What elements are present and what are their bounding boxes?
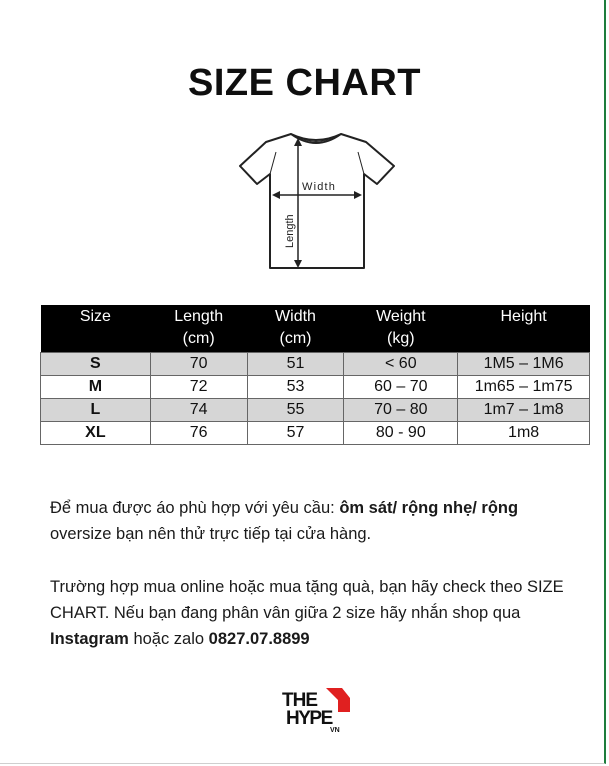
cell-size: M [41, 376, 151, 399]
logo-text-suffix: VN [330, 727, 340, 734]
header-size: Size [41, 305, 151, 353]
cell-width: 55 [247, 399, 344, 422]
cell-width: 51 [247, 353, 344, 376]
contact-paragraph: Trường hợp mua online hoặc mua tặng quà, bạn hãy check theo SIZE CHART. Nếu bạn đang phân vân giữa 2 size hãy nhắn shop qua Instagram hoặc zalo 0827.07.8899 [50, 578, 564, 648]
cell-height: 1m65 – 1m75 [458, 376, 590, 399]
header-weight: Weight (kg) [344, 305, 458, 353]
the-hype-logo [280, 686, 352, 734]
cell-size: XL [41, 422, 151, 445]
table-row [41, 422, 590, 445]
cell-length: 70 [150, 353, 247, 376]
width-label: Width [302, 181, 337, 193]
header-height: Height [458, 305, 590, 353]
cell-height: 1m8 [458, 422, 590, 445]
zalo-phone[interactable]: 0827.07.8899 [208, 630, 310, 648]
page-title: SIZE CHART [188, 62, 421, 104]
table-row [41, 376, 590, 399]
header-length: Length (cm) [150, 305, 247, 353]
cell-weight: 70 – 80 [344, 399, 458, 422]
cell-length: 76 [150, 422, 247, 445]
cell-size: L [41, 399, 151, 422]
table-row [41, 399, 590, 422]
header-width: Width (cm) [247, 305, 344, 353]
length-label: Length [284, 214, 296, 248]
tshirt-diagram [236, 128, 396, 274]
cell-length: 72 [150, 376, 247, 399]
fit-advice-paragraph: Để mua được áo phù hợp với yêu cầu: ôm sát/ rộng nhẹ/ rộng oversize bạn nên thử trực tiếp tại cửa hàng. [50, 499, 519, 543]
cell-weight: 80 - 90 [344, 422, 458, 445]
cell-size: S [41, 353, 151, 376]
instagram-link[interactable]: Instagram [50, 630, 129, 648]
logo-text-line2: HYPE [286, 708, 332, 729]
cell-height: 1M5 – 1M6 [458, 353, 590, 376]
cell-length: 74 [150, 399, 247, 422]
cell-width: 53 [247, 376, 344, 399]
table-row [41, 353, 590, 376]
size-table [40, 305, 590, 445]
fit-styles: ôm sát/ rộng nhẹ/ rộng [339, 499, 519, 517]
cell-weight: < 60 [344, 353, 458, 376]
cell-width: 57 [247, 422, 344, 445]
cell-weight: 60 – 70 [344, 376, 458, 399]
cell-height: 1m7 – 1m8 [458, 399, 590, 422]
logo-text-line1: THE [282, 690, 317, 711]
table-header-row [41, 305, 590, 353]
